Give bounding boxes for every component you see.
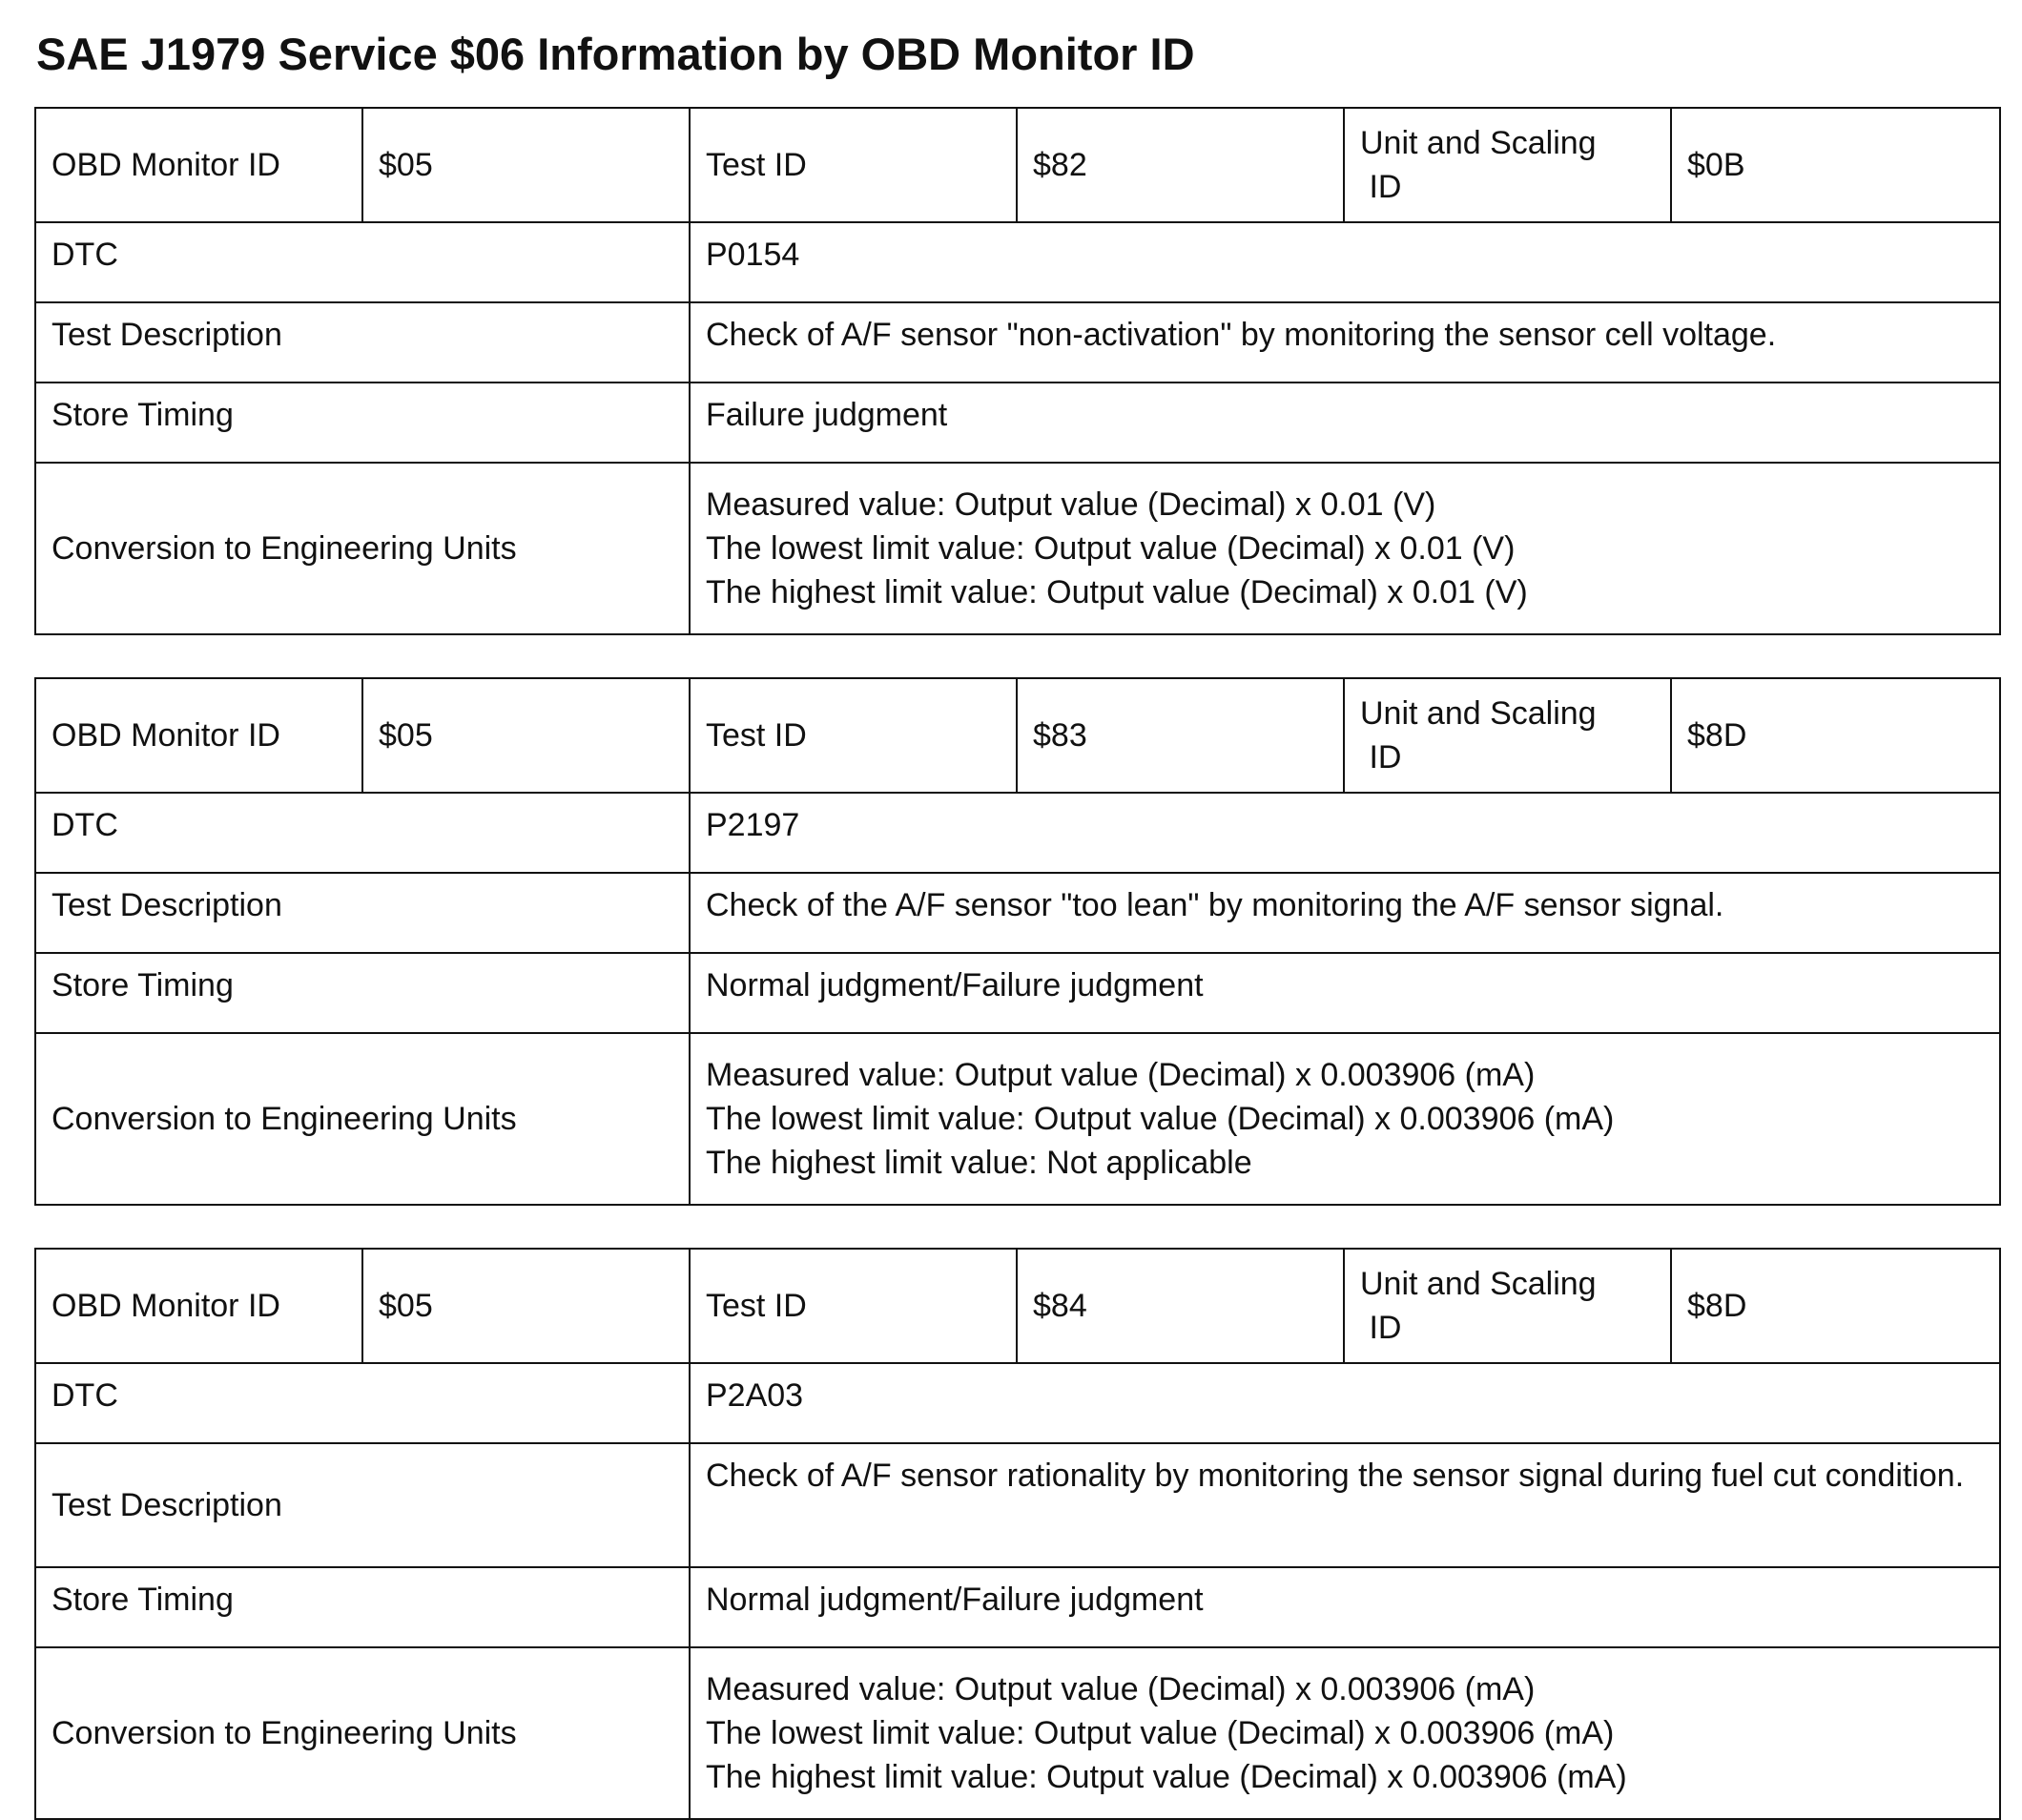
conversion-lowest-limit-line: The lowest limit value: Output value (Decimal) x 0.003906 (mA) bbox=[706, 1101, 1615, 1137]
unit-scaling-id-label-line1: Unit and Scaling bbox=[1360, 125, 1597, 161]
unit-scaling-id-label-line1: Unit and Scaling bbox=[1360, 695, 1597, 732]
conversion-measured-line: Measured value: Output value (Decimal) x 0.003906 (mA) bbox=[706, 1671, 1536, 1707]
monitor-table-1 bbox=[34, 107, 2001, 635]
store-timing-value: Normal judgment/Failure judgment bbox=[690, 1567, 2000, 1647]
test-description-label: Test Description bbox=[35, 302, 690, 383]
header-row bbox=[35, 108, 2000, 222]
obd-monitor-id-value: $05 bbox=[362, 1249, 690, 1363]
store-timing-label: Store Timing bbox=[35, 383, 690, 463]
obd-monitor-id-label: OBD Monitor ID bbox=[35, 108, 362, 222]
store-timing-value: Failure judgment bbox=[690, 383, 2000, 463]
test-id-value: $83 bbox=[1017, 678, 1344, 793]
conversion-row bbox=[35, 463, 2000, 634]
unit-scaling-id-label bbox=[1344, 1249, 1671, 1363]
conversion-label: Conversion to Engineering Units bbox=[35, 1033, 690, 1205]
test-id-label: Test ID bbox=[690, 108, 1017, 222]
conversion-highest-limit-line: The highest limit value: Output value (Decimal) x 0.003906 (mA) bbox=[706, 1759, 1627, 1795]
unit-scaling-id-value: $8D bbox=[1671, 1249, 2000, 1363]
test-id-label: Test ID bbox=[690, 1249, 1017, 1363]
unit-scaling-id-value: $0B bbox=[1671, 108, 2000, 222]
unit-scaling-id-label bbox=[1344, 678, 1671, 793]
test-description-value: Check of the A/F sensor "too lean" by monitoring the A/F sensor signal. bbox=[690, 873, 2000, 953]
test-description-label: Test Description bbox=[35, 873, 690, 953]
dtc-value: P2A03 bbox=[690, 1363, 2000, 1443]
monitor-table-3 bbox=[34, 1248, 2001, 1820]
test-description-row bbox=[35, 1443, 2000, 1567]
test-id-value: $84 bbox=[1017, 1249, 1344, 1363]
dtc-row bbox=[35, 222, 2000, 302]
store-timing-label: Store Timing bbox=[35, 953, 690, 1033]
header-row bbox=[35, 1249, 2000, 1363]
dtc-row bbox=[35, 1363, 2000, 1443]
conversion-highest-limit-line: The highest limit value: Output value (Decimal) x 0.01 (V) bbox=[706, 574, 1528, 610]
conversion-value bbox=[690, 1033, 2000, 1205]
dtc-label: DTC bbox=[35, 1363, 690, 1443]
store-timing-value: Normal judgment/Failure judgment bbox=[690, 953, 2000, 1033]
dtc-label: DTC bbox=[35, 793, 690, 873]
store-timing-row bbox=[35, 1567, 2000, 1647]
conversion-label: Conversion to Engineering Units bbox=[35, 463, 690, 634]
unit-scaling-id-label-line2: ID bbox=[1360, 1310, 1402, 1346]
test-description-row bbox=[35, 873, 2000, 953]
test-id-label: Test ID bbox=[690, 678, 1017, 793]
header-row bbox=[35, 678, 2000, 793]
conversion-row bbox=[35, 1647, 2000, 1819]
dtc-label: DTC bbox=[35, 222, 690, 302]
page-title: SAE J1979 Service $06 Information by OBD Monitor ID bbox=[36, 29, 1195, 79]
unit-scaling-id-label bbox=[1344, 108, 1671, 222]
unit-scaling-id-label-line1: Unit and Scaling bbox=[1360, 1266, 1597, 1302]
obd-monitor-id-value: $05 bbox=[362, 108, 690, 222]
dtc-value: P0154 bbox=[690, 222, 2000, 302]
test-id-value: $82 bbox=[1017, 108, 1344, 222]
conversion-lowest-limit-line: The lowest limit value: Output value (Decimal) x 0.003906 (mA) bbox=[706, 1715, 1615, 1751]
conversion-highest-limit-line: The highest limit value: Not applicable bbox=[706, 1145, 1252, 1181]
dtc-row bbox=[35, 793, 2000, 873]
test-description-row bbox=[35, 302, 2000, 383]
conversion-measured-line: Measured value: Output value (Decimal) x 0.01 (V) bbox=[706, 486, 1436, 523]
unit-scaling-id-label-line2: ID bbox=[1360, 739, 1402, 776]
test-description-value: Check of A/F sensor "non-activation" by monitoring the sensor cell voltage. bbox=[690, 302, 2000, 383]
monitor-table-2 bbox=[34, 677, 2001, 1206]
conversion-label: Conversion to Engineering Units bbox=[35, 1647, 690, 1819]
unit-scaling-id-value: $8D bbox=[1671, 678, 2000, 793]
conversion-value bbox=[690, 463, 2000, 634]
conversion-measured-line: Measured value: Output value (Decimal) x 0.003906 (mA) bbox=[706, 1057, 1536, 1093]
obd-monitor-id-label: OBD Monitor ID bbox=[35, 678, 362, 793]
test-description-label: Test Description bbox=[35, 1443, 690, 1567]
dtc-value: P2197 bbox=[690, 793, 2000, 873]
unit-scaling-id-label-line2: ID bbox=[1360, 169, 1402, 205]
conversion-lowest-limit-line: The lowest limit value: Output value (Decimal) x 0.01 (V) bbox=[706, 530, 1516, 567]
conversion-value bbox=[690, 1647, 2000, 1819]
obd-monitor-id-value: $05 bbox=[362, 678, 690, 793]
store-timing-row bbox=[35, 383, 2000, 463]
conversion-row bbox=[35, 1033, 2000, 1205]
store-timing-row bbox=[35, 953, 2000, 1033]
test-description-value: Check of A/F sensor rationality by monitoring the sensor signal during fuel cut condition. bbox=[690, 1443, 2000, 1567]
store-timing-label: Store Timing bbox=[35, 1567, 690, 1647]
obd-monitor-id-label: OBD Monitor ID bbox=[35, 1249, 362, 1363]
